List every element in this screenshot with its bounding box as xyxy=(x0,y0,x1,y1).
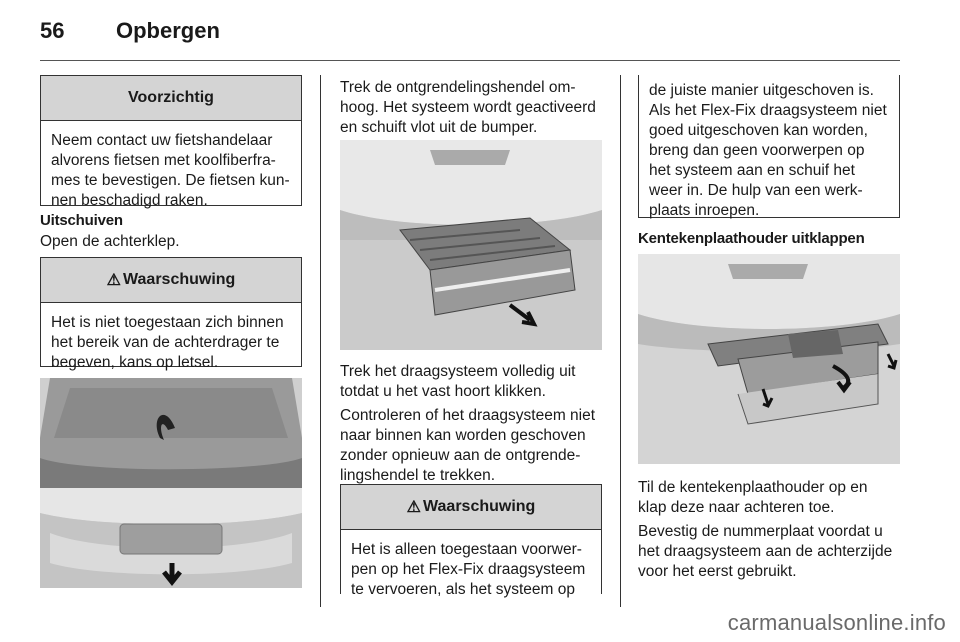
warning-box xyxy=(40,257,302,371)
text-line: Bevestig de nummerplaat voordat u xyxy=(638,523,883,540)
text-line: goed uitgeschoven kan worden, xyxy=(649,122,868,139)
text-line: Til de kentekenplaathouder op en xyxy=(638,479,868,496)
caution-title: Voorzichtig xyxy=(41,76,301,121)
warning-title: Waarschuwing xyxy=(123,271,236,288)
text-line: het systeem aan en schuif het xyxy=(649,162,855,179)
watermark-text: carmanualsonline.info xyxy=(727,610,946,635)
text-line: breng dan geen voorwerpen op xyxy=(649,142,865,159)
warning-text xyxy=(41,303,301,383)
caution-text xyxy=(41,121,301,221)
caution-box xyxy=(40,75,302,209)
page-number: 56 xyxy=(40,18,65,43)
text-line: naar binnen kan worden geschoven xyxy=(340,427,586,444)
paragraph xyxy=(638,478,868,518)
paragraph xyxy=(340,406,595,486)
trunk-lever-illustration xyxy=(40,378,302,588)
text-line: de juiste manier uitgeschoven is. xyxy=(649,82,874,99)
carrier-extending-illustration xyxy=(340,140,602,350)
column-divider xyxy=(320,75,321,607)
text-line: te vervoeren, als het systeem op xyxy=(351,581,576,598)
column-divider xyxy=(620,75,621,607)
text-line: Trek het draagsysteem volledig uit xyxy=(340,363,576,380)
text-line: zonder opnieuw aan de ontgrende- xyxy=(340,447,581,464)
warning-title: Waarschuwing xyxy=(423,498,536,515)
text-line: klap deze naar achteren toe. xyxy=(638,499,835,516)
warning-heading xyxy=(41,258,301,303)
text-line: hoog. Het systeem wordt geactiveerd xyxy=(340,99,596,116)
text-line: Controleren of het draagsysteem niet xyxy=(340,407,596,424)
text-line: totdat u het vast hoort klikken. xyxy=(340,383,546,400)
warning-triangle-icon: ⚠ xyxy=(406,499,422,516)
text-line: Het is niet toegestaan zich binnen xyxy=(51,314,284,331)
paragraph: Open de achterklep. xyxy=(40,233,180,250)
text-line: en schuift vlot uit de bumper. xyxy=(340,119,538,136)
text-line: Het is alleen toegestaan voorwer- xyxy=(351,541,582,558)
warning-triangle-icon: ⚠ xyxy=(106,272,122,289)
text-line: het draagsysteem aan de achterzijde xyxy=(638,543,893,560)
text-line: plaats inroepen. xyxy=(649,202,760,219)
text-line: Trek de ontgrendelingshendel om- xyxy=(340,79,576,96)
warning-box xyxy=(340,484,602,598)
text-line: alvorens fietsen met koolfiberfra- xyxy=(51,152,276,169)
section-heading-kentekenplaathouder: Kentekenplaathouder uitklappen xyxy=(638,230,865,247)
text-line: Neem contact uw fietshandelaar xyxy=(51,132,273,149)
text-line: Als het Flex-Fix draagsysteem niet xyxy=(649,102,887,119)
warning-text xyxy=(341,530,601,610)
warning-heading xyxy=(341,485,601,530)
paragraph xyxy=(638,522,892,582)
paragraph xyxy=(340,78,596,138)
text-line: pen op het Flex-Fix draagsysteem xyxy=(351,561,586,578)
license-plate-holder-illustration xyxy=(638,254,900,464)
header-divider xyxy=(40,60,900,61)
section-heading-uitschuiven: Uitschuiven xyxy=(40,212,123,229)
text-line: weer in. De hulp van een werk- xyxy=(649,182,863,199)
page-title: Opbergen xyxy=(116,18,220,43)
text-line: lingshendel te trekken. xyxy=(340,467,496,484)
text-line: begeven, kans op letsel. xyxy=(51,354,219,371)
text-line: mes te bevestigen. De fietsen kun- xyxy=(51,172,290,189)
text-line: voor het eerst gebruikt. xyxy=(638,563,797,580)
warning-text xyxy=(639,75,899,231)
text-line: nen beschadigd raken. xyxy=(51,192,208,209)
text-line: het bereik van de achterdrager te xyxy=(51,334,280,351)
warning-box-continued xyxy=(638,75,900,218)
paragraph xyxy=(340,362,575,402)
